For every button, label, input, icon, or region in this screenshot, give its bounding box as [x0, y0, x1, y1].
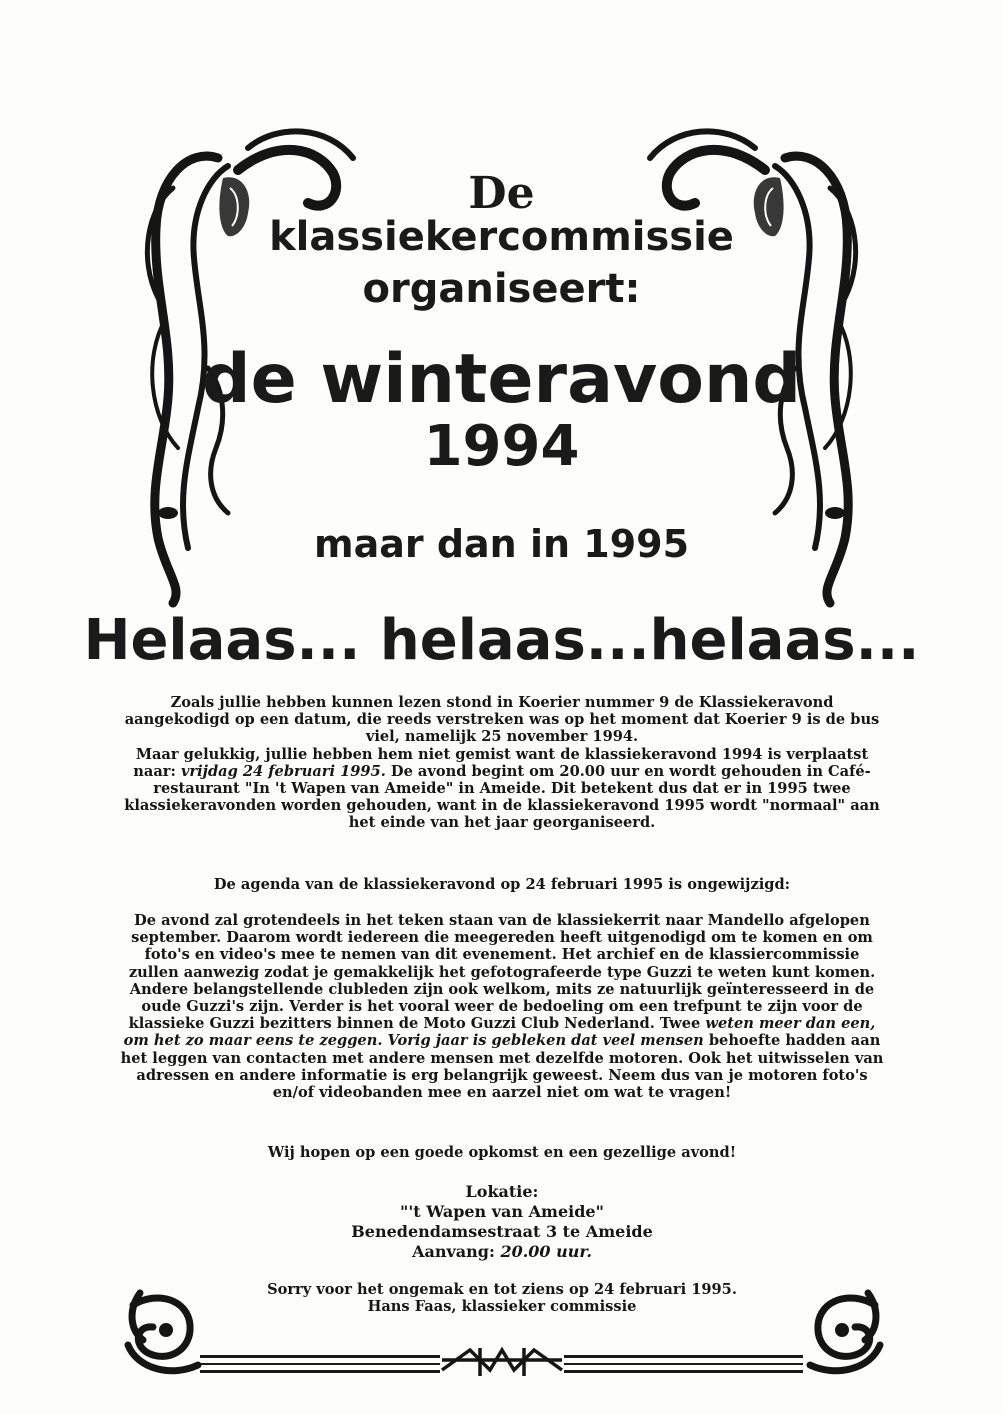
sign-off-line-2: Hans Faas, klassieker commissie [367, 1298, 637, 1316]
sign-off-line-1: Sorry voor het ongemak en tot ziens op 24 februari 1995. [267, 1281, 737, 1298]
start-label: Aanvang: [412, 1242, 501, 1261]
agenda-p2-end: behoefte hadden aan het leggen van contacten met andere mensen met dezelfde motoren. Ook het uitwisselen van adressen en andere informatie is erg belangrijk geweest. Neem dus van je motoren foto's en/of videobanden mee en aarzel niet om wat te vragen! [120, 1032, 884, 1102]
sign-off [118, 1281, 886, 1315]
intro-paragraph-1: Zoals jullie hebben kunnen lezen stond in Koerier nummer 9 de Klassiekeravond aangekodigd op een datum, die reeds verstreken was op het moment dat Koerier 9 is de bus viel, namelijk 25 november 1994. [124, 694, 880, 746]
center-knot-ornament [440, 1340, 564, 1382]
intro-p2-start: Maar gelukkig, jullie hebben hem niet gemist want de klassiekeravond 1994 is verplaatst naar: [133, 745, 869, 780]
new-date: vrijdag 24 februari 1995. [180, 762, 386, 780]
location-label: Lokatie: [465, 1182, 539, 1201]
agenda-p2-start: Andere belangstellende clubleden zijn ook welkom, mits ze natuurlijk geïnteresseerd in de oude Guzzi's zijn. Verder is het vooral weer de bedoeling om een trefpunt te zijn voor de klassieke Guzzi bezitters binnen de Moto Guzzi Club Nederland. Twee [128, 980, 875, 1033]
start-time: 20.00 uur. [500, 1242, 592, 1261]
agenda-paragraph-1: De avond zal grotendeels in het teken staan van de klassiekerrit naar Mandello afgelopen september. Daarom wordt iedereen die meegereden heeft uitgenodigd om te komen en om foto's en video's mee te nemen van dit evenement. Het archief en de klassiercommissie zullen aanwezig zodat je gemakkelijk het gefotografeerde type Guzzi te weten kunt komen. [128, 912, 876, 981]
header-line-organiseert: organiseert: [362, 266, 641, 312]
corner-flourish-right-ornament [800, 1285, 890, 1385]
header-line-commissie: klassiekercommissie [269, 214, 734, 260]
corner-flourish-left-ornament [118, 1285, 208, 1385]
location-block [118, 1182, 886, 1262]
agenda-paragraph-2 [118, 981, 886, 1101]
location-venue: "'t Wapen van Ameide" [400, 1202, 604, 1221]
intro-section [118, 694, 886, 832]
closing-wish: Wij hopen op een goede opkomst en een gezellige avond! [267, 1144, 737, 1161]
intro-p2-end: De avond begint om 20.00 uur en wordt gehouden in Café-restaurant "In 't Wapen van Ameide" in Ameide. Dit betekent dus dat er in 1995 twee klassiekeravonden worden gehouden, want in de klassiekeravond 1995 wordt "normaal" aan het einde van het jaar georganiseerd. [124, 762, 880, 832]
helaas-heading: Helaas... helaas...helaas... [83, 608, 920, 673]
header-line-de: De [468, 168, 535, 219]
postponed-note: maar dan in 1995 [313, 522, 690, 566]
agenda-p2-italic: weten meer dan een, om het zo maar eens te zeggen. Vorig jaar is gebleken dat veel mensen [123, 1015, 876, 1050]
agenda-title: De agenda van de klassiekeravond op 24 februari 1995 is ongewijzigd: [213, 876, 791, 893]
intro-paragraph-2 [118, 746, 886, 832]
event-title: de winteravond [201, 340, 802, 419]
agenda-section [118, 912, 886, 1101]
event-year: 1994 [423, 414, 580, 479]
location-address: Benedendamsestraat 3 te Ameide [351, 1222, 653, 1241]
start-time-line [118, 1242, 886, 1262]
